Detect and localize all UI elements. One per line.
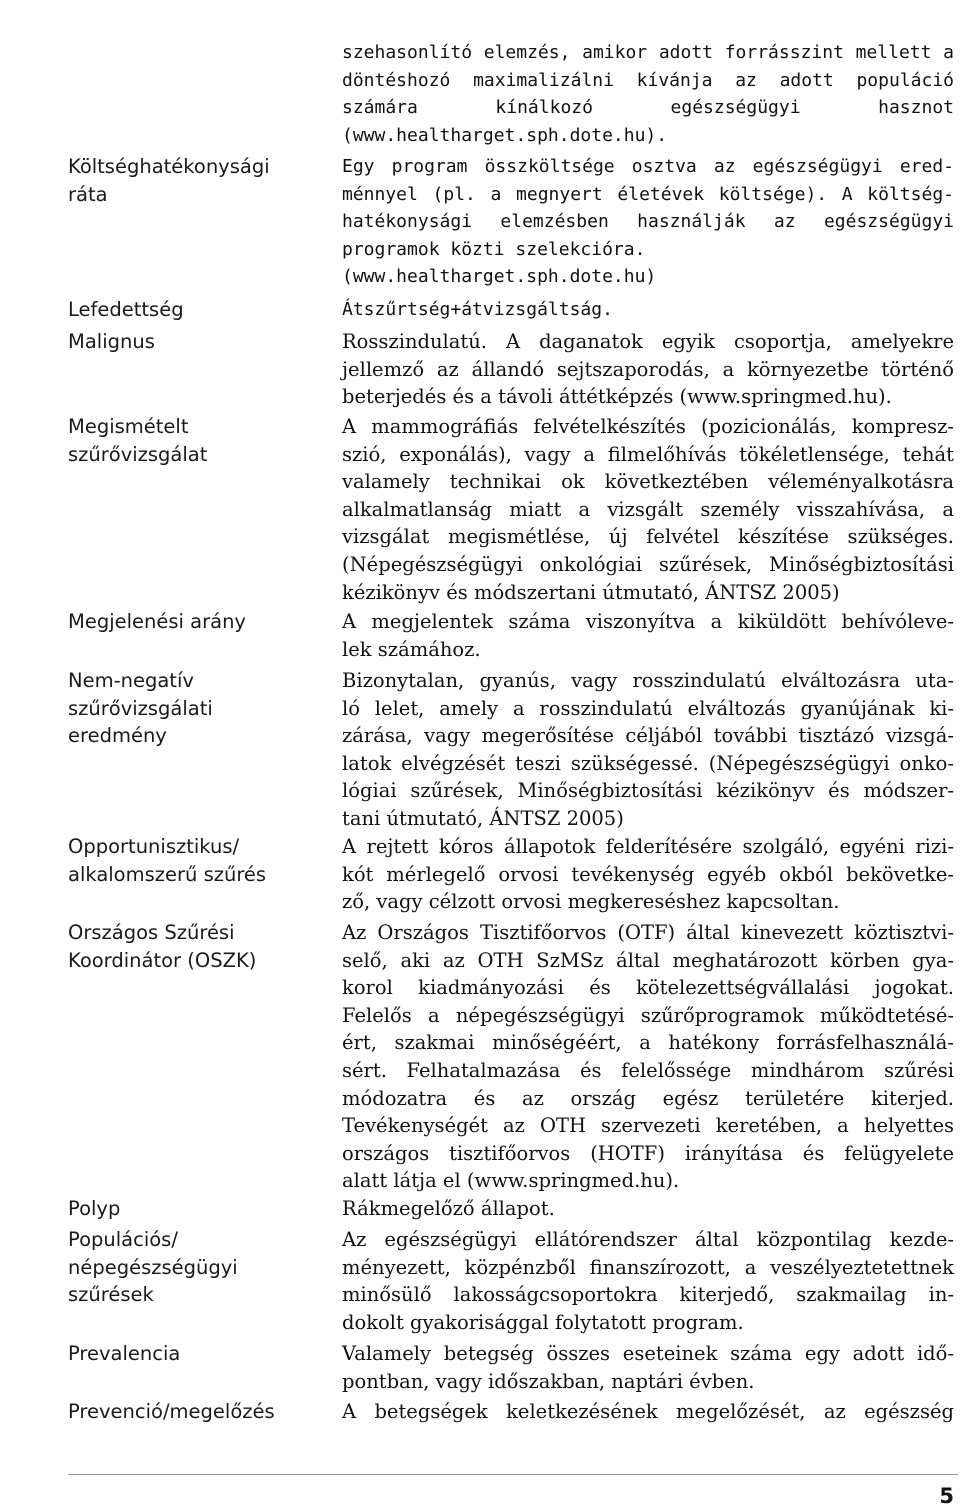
intro-text [342, 39, 954, 149]
glossary-term: Megismételt szűrővizsgálat [68, 415, 208, 466]
glossary-term: Prevalencia [68, 1342, 181, 1365]
glossary-definition: A betegségek keletkezésének megelőzését, az egészség [342, 1400, 954, 1423]
glossary-definition: A rejtett kóros állapotok felderítésére szolgáló, egyéni rizi- kót mérlegelő orvosi tevékenység egyéb okból bekövetke- ző, vagy célzott orvosi megkereséshez kapcsoltan. [342, 835, 954, 914]
glossary-term: Prevenció/megelőzés [68, 1400, 275, 1423]
glossary-term: Nem-negatív szűrővizsgálati eredmény [68, 669, 213, 748]
page-number: 5 [939, 1484, 954, 1508]
glossary-term: Populációs/ népegészségügyi szűrések [68, 1228, 238, 1307]
glossary-term: Lefedettség [68, 298, 184, 321]
glossary-definition: Átszűrtség+átvizsgáltság. [342, 299, 613, 320]
glossary-term: Költséghatékonysági ráta [68, 155, 270, 206]
glossary-term: Országos Szűrési Koordinátor (OSZK) [68, 921, 257, 972]
footer-divider [68, 1474, 958, 1475]
text-line: szehasonlító elemzés, amikor adott forrásszint mellett a [342, 42, 954, 63]
text-line: döntéshozó maximalizálni kívánja az adott populáció [342, 69, 954, 91]
glossary-definition: Rosszindulatú. A daganatok egyik csoportja, amelyekre jellemző az állandó sejtszaporodás, a környezetbe történő beterjedés és a távoli áttétképzés (www.springmed.hu). [342, 330, 954, 409]
text-line: (www.healtharget.sph.dote.hu). [342, 124, 668, 146]
glossary-definition: A megjelentek száma viszonyítva a kiküldött behívóleve- lek számához. [342, 610, 954, 661]
glossary-term: Megjelenési arány [68, 610, 246, 633]
glossary-definition: Egy program összköltsége osztva az egészségügyi ered- ménnyel (pl. a megnyert életévek költsége). A költség- hatékonysági elemzésben használják az egészségügyi programok közti szelekcióra. (www.healtharget.sph.dote.hu) [342, 156, 954, 288]
glossary-term: Opportunisztikus/ alkalomszerű szűrés [68, 835, 267, 886]
glossary-definition: Az egészségügyi ellátórendszer által központilag kezde- ményezett, közpénzből finanszírozott, a veszélyeztetettnek minősülő lakosságcsoportokra kiterjedő, szakmailag in- dokolt gyakorisággal folytatott program. [342, 1228, 954, 1334]
glossary-definition: Rákmegelőző állapot. [342, 1197, 555, 1220]
glossary-definition: A mammográfiás felvételkészítés (pozicionálás, kompresz- szió, exponálás), vagy a filmelőhívás tökéletlensége, tehát valamely technikai ok következtében véleményalkotásra alkalmatlanság miatt a vizsgált személy visszahívása, a vizsgálat megismétlése, új felvétel készítése szükséges. (Népegészségügyi onkológiai szűrések, Minőségbiztosítási kézikönyv és módszertani útmutató, ÁNTSZ 2005) [342, 415, 954, 604]
glossary-term: Malignus [68, 330, 155, 353]
glossary-definition: Bizonytalan, gyanús, vagy rosszindulatú elváltozásra uta- ló lelet, amely a rosszindulatú elváltozás gyanújának ki- zárása, vagy megerősítése céljából további tisztázó vizsgá- latok elvégzését teszi szükségessé. (Népegészségügyi onko- lógiai szűrések, Minőségbiztosítási kézikönyv és módszer- tani útmutató, ÁNTSZ 2005) [342, 669, 954, 830]
glossary-term: Polyp [68, 1197, 121, 1220]
glossary-definition: Valamely betegség összes eseteinek száma egy adott idő- pontban, vagy időszakban, naptári évben. [342, 1342, 954, 1393]
glossary-definition: Az Országos Tisztifőorvos (OTF) által kinevezett köztisztvi- selő, aki az OTH SzMSz által meghatározott körben gya- korol kiadmányozási és kötelezettségvállalási jogokat. Felelős a népegészségügyi szűrőprogramok működtetésé- ért, szakmai minőségéért, a hatékony forrásfelhasználá- sért. Felhatalmazása és felelőssége mindhárom szűrési módozatra és az ország egész területére kiterjed. Tevékenységét az OTH szervezeti keretében, a helyettes országos tisztifőorvos (HOTF) irányítása és felügyelete alatt látja el (www.springmed.hu). [342, 921, 954, 1193]
text-line: számára kínálkozó egészségügyi hasznot [342, 97, 954, 119]
